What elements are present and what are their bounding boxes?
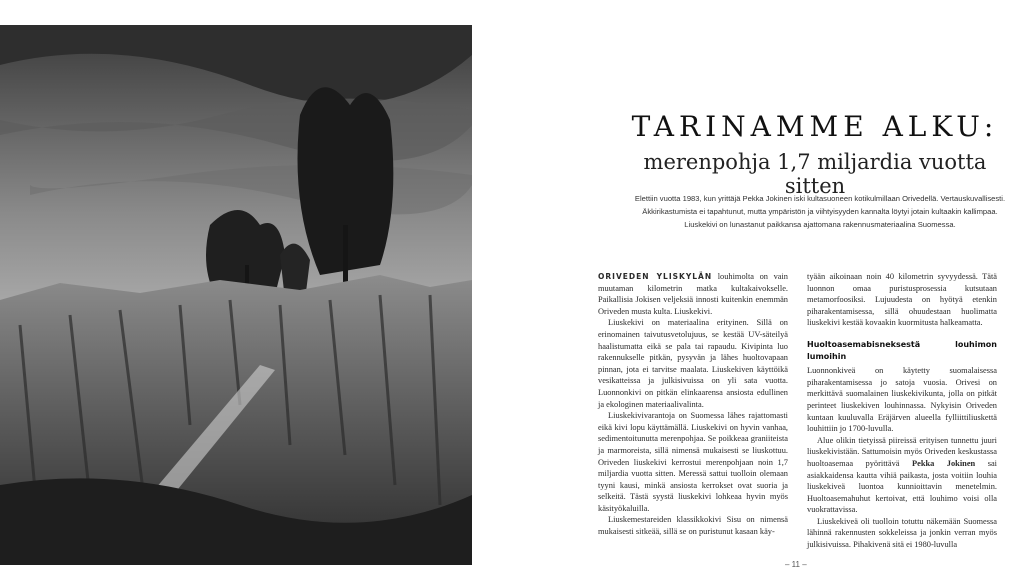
- paragraph: Liuskemestareiden klassikkokivi Sisu on nimensä mukaisesti sitkeää, sillä se on puristunut kasaan käy-: [598, 515, 788, 537]
- intro-paragraph: Elettiin vuotta 1983, kun yrittäjä Pekka Jokinen iski kultasuoneen kotikulmillaan Orivedellä. Vertauskuvallisesti. Äkkirikastumista ei tapahtunut, mutta ympäristön ja viihtyisyyden kannalta löytyi jotain kultaakin kallimpaa. Liuskekivi on lunastanut paikkansa ajattomana rakennusmateriaalina Suomessa.: [634, 194, 1006, 229]
- text-column-left: [598, 271, 788, 538]
- paragraph: Liuskekivivarantoja on Suomessa lähes rajattomasti eikä kivi lopu käyttämällä. Liuskekivi on hyvin vanhaa, sedimentoitunutta merenpohjaa. Se poikkeaa graniiteista ja marmoreista, sillä nimensä mukaisesti se liuskottuu. Oriveden liuskekivi kerrostui merenpohjaan noin 1,7 miljardia vuotta sitten. Meressä sattui tuolloin olemaan tyyni kausi, minkä ansiosta kerrokset ovat suoria ja selkeitä. Tästä syystä liuskekivi lohkeaa hyvin myös käsityökaluilla.: [598, 411, 788, 513]
- section-heading: Huoltoasemabisneksestä louhimon lumoihin: [807, 339, 997, 361]
- text-page: [520, 0, 1024, 576]
- page-number: – 11 –: [785, 560, 807, 569]
- text-column-right: [807, 271, 997, 551]
- paragraph: Liuskekivi on materiaalina erityinen. Sillä on erinomainen taivutusvetolujuus, se kestää UV-säteilyä haalistumatta eikä se pala tai rapaudu. Kivipinta luo rakennukselle pitkän, pysyvän ja lähes huoltovapaan pinnan, jota ei tarvitse maalata. Liuskekiven käyttöikä vesikatteissa ja julkisivuissa on yli sata vuotta. Luonnonkivi on pitkän elinkaarensa ansiosta edullinen ja ekologinen materiaalivalinta.: [598, 318, 788, 409]
- paragraph: Alue olikin tietyissä piireissä erityisen tunnettu juuri liuskekivistään. Sattumoisin myös Oriveden keskustassa huoltoasemaa pyörittävä Pekka Jokinen sai asiakkaidensa kautta vihiä paikasta, josta voitiin louhia liuskekiveä luontoa kunnioittavin menetelmin. Huoltoasemahuhut kertoivat, että louhimo voisi olla vuokrattavissa.: [807, 435, 997, 515]
- paragraph: ORIVEDEN YLISKYLÄN louhimolta on vain muutaman kilometrin matka kultakaivokselle. Paikallisia Jokisen veljeksiä innosti kuitenkin enemmän Oriveden musta kulta. Liuskekivi.: [598, 272, 788, 316]
- quarry-photo: [0, 25, 472, 565]
- page-subtitle: merenpohja 1,7 miljardia vuotta sitten: [643, 150, 987, 198]
- paragraph: Luonnonkiveä on käytetty suomalaisessa piharakentamisessa jo satoja vuosia. Orivesi on merkittävä suomalainen liuskekivikunta, jolla on pitkät perinteet liuskekiven louhinnassa. Nykyisin Oriveden kuntaan kuuluvalla Eräjärven alueella fylliittiliuskettä louhittiin jo 1700-luvulla.: [807, 366, 997, 434]
- person-name: Pekka Jokinen: [911, 458, 976, 468]
- lead-in: ORIVEDEN YLISKYLÄN: [598, 272, 713, 281]
- page-title: TARINAMME ALKU:: [631, 110, 999, 143]
- paragraph: Liuskekiveä oli tuolloin totuttu näkemään Suomessa lähinnä rakennusten sokkeleissa ja jonkin verran myös julkisivuissa. Pihakivenä sitä ei 1980-luvulla: [807, 516, 997, 550]
- paragraph: tyään aikoinaan noin 40 kilometrin syvyydessä. Tätä luonnon omaa puristusprosessia kutsutaan metamorfoosiksi. Lujuudesta on hyötyä etenkin piharakentamisessa, sillä ohuudestaan huolimatta liuskekivi kestää kovaakin kuormitusta halkeamatta.: [807, 272, 997, 328]
